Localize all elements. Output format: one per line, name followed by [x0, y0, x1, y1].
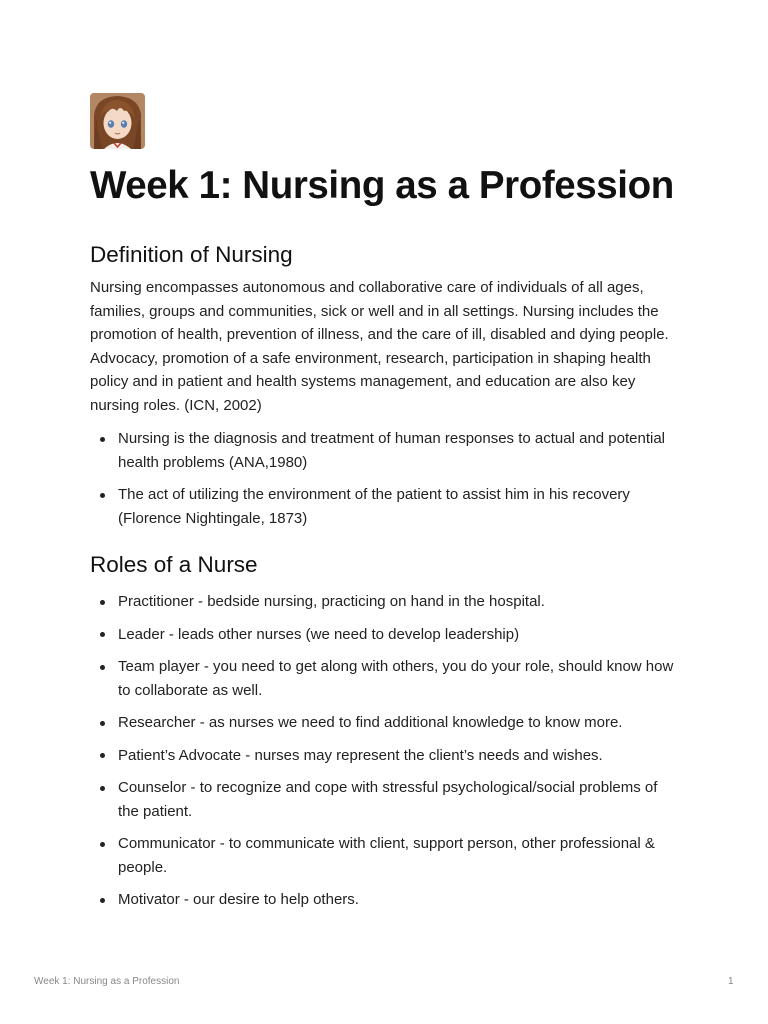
definition-bullet-list: [90, 427, 680, 530]
list-item: [90, 888, 680, 912]
list-item-text: Practitioner - bedside nursing, practicing on hand in the hospital.: [118, 593, 545, 610]
bullet-dot-icon: [100, 786, 105, 791]
bullet-dot-icon: [100, 753, 105, 758]
list-item: [90, 427, 680, 474]
list-item-text: Motivator - our desire to help others.: [118, 891, 359, 908]
list-item-text: Leader - leads other nurses (we need to develop leadership): [118, 625, 520, 643]
list-item-text: The act of utilizing the environment of the patient to assist him in his recovery (Florence Nightingale, 1873): [118, 486, 630, 527]
footer-title: Week 1: Nursing as a Profession: [34, 976, 180, 987]
bullet-dot-icon: [100, 437, 105, 442]
bullet-dot-icon: [100, 721, 105, 726]
bullet-dot-icon: [100, 842, 105, 847]
list-item-text: Counselor - to recognize and cope with stressful psychological/social problems of the patient.: [118, 779, 658, 820]
list-item: [90, 655, 680, 702]
list-item: [90, 832, 680, 879]
bullet-dot-icon: [100, 665, 105, 670]
list-item: [90, 776, 680, 823]
bullet-dot-icon: [100, 632, 105, 637]
page-title: Week 1: Nursing as a Profession: [90, 164, 674, 207]
bullet-dot-icon: [100, 600, 105, 605]
section-heading-definition: Definition of Nursing: [90, 242, 293, 267]
list-item-text: Researcher - as nurses we need to find additional knowledge to know more.: [118, 714, 623, 731]
list-item-text: Communicator - to communicate with client, support person, other professional & people.: [118, 835, 655, 876]
list-item: [90, 590, 680, 614]
bullet-dot-icon: [100, 493, 105, 498]
list-item: [90, 483, 680, 530]
list-item: [90, 744, 680, 768]
section-heading-roles: Roles of a Nurse: [90, 552, 258, 577]
list-item-text: Team player - you need to get along with others, you do your role, should know how to collaborate as well.: [118, 658, 674, 699]
list-item-text: Nursing is the diagnosis and treatment of human responses to actual and potential health problems (ANA,1980): [118, 430, 666, 471]
bullet-dot-icon: [100, 898, 105, 903]
definition-paragraph: Nursing encompasses autonomous and collaborative care of individuals of all ages, families, groups and communities, sick or well and in all settings. Nursing includes the promotion of health, prevention of illness, and the care of ill, disabled and dying people. Advocacy, promotion of a safe environment, research, participation in shaping health policy and in patient and health systems management, and education are also key nursing roles. (ICN, 2002): [90, 279, 669, 414]
list-item-text: Patient’s Advocate - nurses may represent the client’s needs and wishes.: [118, 746, 603, 764]
page-avatar-icon: [90, 93, 145, 149]
footer-page-number: 1: [728, 976, 734, 987]
list-item: [90, 623, 680, 647]
list-item: [90, 711, 680, 735]
roles-bullet-list: [90, 590, 680, 912]
